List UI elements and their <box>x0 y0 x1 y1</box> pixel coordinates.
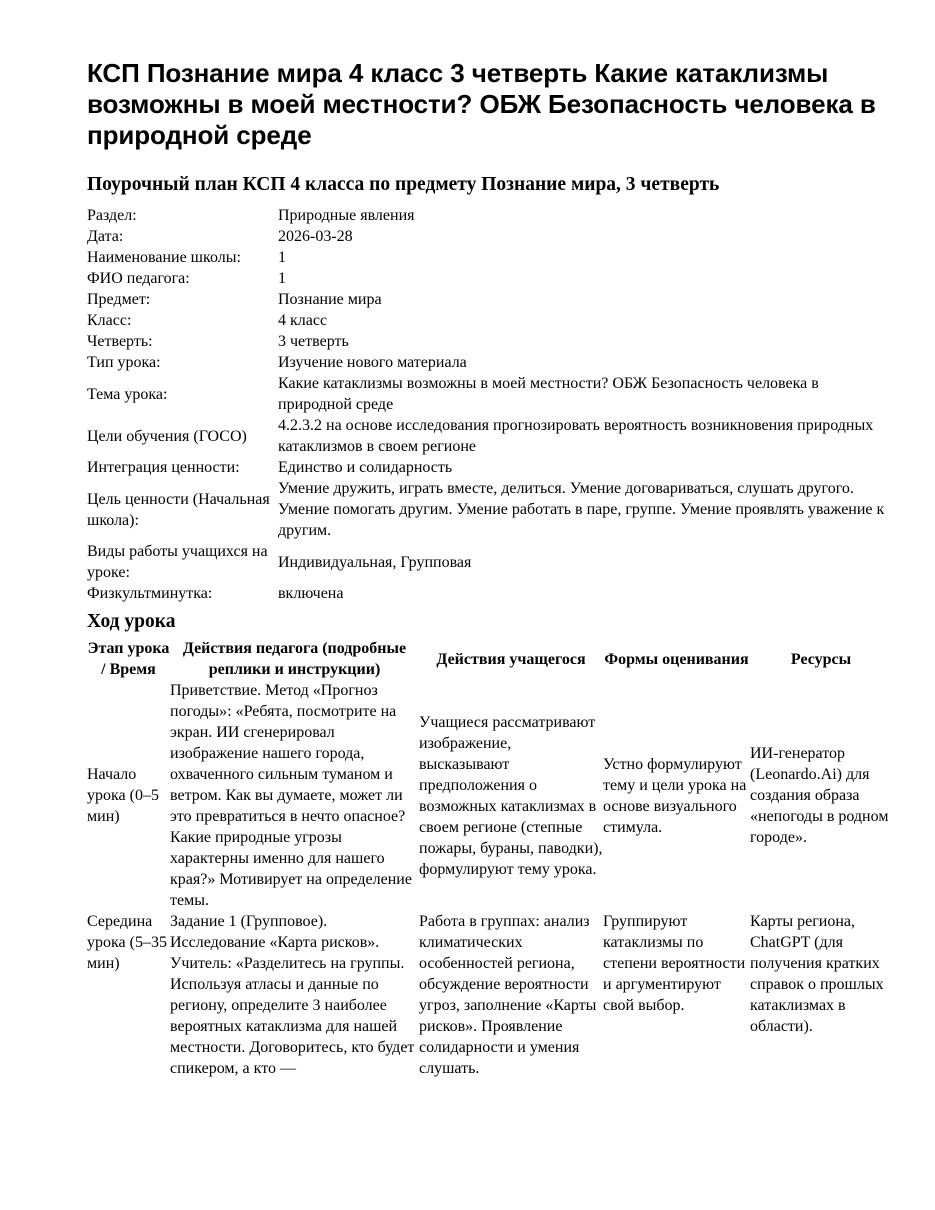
info-row <box>87 310 892 331</box>
info-row <box>87 478 892 541</box>
student-cell: Работа в группах: анализ климатических особенностей региона, обсуждение вероятности угроз, заполнение «Карты рисков». Проявление солидарности и умения слушать. <box>419 913 597 1077</box>
resources-cell: Карты региона, ChatGPT (для получения кратких справок о прошлых катаклизмах в области). <box>750 913 884 1035</box>
info-label: Цель ценности (Начальная школа): <box>87 490 270 529</box>
info-label: Тема урока: <box>87 385 168 403</box>
info-row <box>87 205 892 226</box>
info-value: включена <box>278 585 344 602</box>
plan-row-start <box>87 680 892 911</box>
info-value: 1 <box>278 249 286 266</box>
document-page <box>87 58 892 1079</box>
info-row <box>87 331 892 352</box>
lesson-info-table <box>87 205 892 604</box>
info-label: Тип урока: <box>87 354 161 371</box>
info-value: Какие катаклизмы возможны в моей местности? ОБЖ Безопасность человека в природной среде <box>278 375 819 413</box>
info-row <box>87 583 892 604</box>
header-student-actions: Действия учащегося <box>436 650 586 668</box>
section-heading: Ход урока <box>87 611 176 632</box>
plan-row-middle <box>87 911 892 1079</box>
info-value: Индивидуальная, Групповая <box>278 553 472 571</box>
info-row <box>87 541 892 583</box>
header-assessment: Формы оценивания <box>604 650 749 668</box>
header-resources: Ресурсы <box>790 650 852 668</box>
info-label: ФИО педагога: <box>87 270 190 287</box>
info-value: Единство и солидарность <box>278 459 453 476</box>
assessment-cell: Устно формулируют тему и цели урока на основе визуального стимула. <box>603 755 747 836</box>
info-row <box>87 457 892 478</box>
plan-subtitle: Поурочный план КСП 4 класса по предмету Познание мира, 3 четверть <box>87 174 720 195</box>
info-label: Цели обучения (ГОСО) <box>87 427 247 445</box>
info-value: Природные явления <box>278 207 415 224</box>
info-label: Класс: <box>87 312 132 329</box>
info-row <box>87 289 892 310</box>
info-value: 1 <box>278 270 286 287</box>
student-cell: Учащиеся рассматривают изображение, высказывают предположения о возможных катаклизмах в своем регионе (степные пожары, бураны, паводки), формулируют тему урока. <box>419 713 603 878</box>
info-row <box>87 268 892 289</box>
info-label: Четверть: <box>87 333 153 350</box>
teacher-cell: Задание 1 (Групповое). Исследование «Карта рисков». Учитель: «Разделитесь на группы. Используя атласы и данные по региону, определите 3 наиболее вероятных катаклизма для нашей местности. Договоритесь, кто будет спикером, а кто — <box>170 913 415 1077</box>
document-title: КСП Познание мира 4 класс 3 четверть Какие катаклизмы возможны в моей местности? ОБЖ Безопасность человека в природной среде <box>87 58 876 150</box>
info-row <box>87 373 892 415</box>
info-label: Раздел: <box>87 207 137 224</box>
info-value: 3 четверть <box>278 333 349 350</box>
info-label: Дата: <box>87 228 124 245</box>
info-label: Физкультминутка: <box>87 585 213 602</box>
resources-cell: ИИ-генератор (Leonardo.Ai) для создания образа «непогоды в родном городе». <box>750 745 889 846</box>
plan-header-row <box>87 638 892 680</box>
info-row <box>87 415 892 457</box>
info-row <box>87 247 892 268</box>
info-label: Предмет: <box>87 291 151 308</box>
header-teacher-actions: Действия педагога (подробные реплики и инструкции) <box>182 640 407 678</box>
info-label: Виды работы учащихся на уроке: <box>87 543 268 581</box>
info-value: Изучение нового материала <box>278 354 467 371</box>
assessment-cell: Группируют катаклизмы по степени вероятности и аргументируют свой выбор. <box>603 913 746 1014</box>
info-value: Познание мира <box>278 291 382 308</box>
info-value: Умение дружить, играть вместе, делиться. Умение договариваться, слушать другого. Умение помогать другим. Умение работать в паре, группе. Умение проявлять уважение к другим. <box>278 480 885 539</box>
info-label: Интеграция ценности: <box>87 459 240 476</box>
info-value: 2026-03-28 <box>278 228 353 245</box>
stage-cell: Начало урока (0–5 мин) <box>87 766 159 825</box>
lesson-plan-table <box>87 638 892 1079</box>
info-value: 4 класс <box>278 312 328 329</box>
info-row <box>87 352 892 373</box>
teacher-cell: Приветствие. Метод «Прогноз погоды»: «Ребята, посмотрите на экран. ИИ сгенерировал изображение нашего города, охваченного сильным туманом и ветром. Как вы думаете, может ли это превратиться в нечто опасное? Какие природные угрозы характерны именно для нашего края?» Мотивирует на определение темы. <box>170 682 412 909</box>
stage-cell: Середина урока (5–35 мин) <box>87 913 167 972</box>
header-stage: Этап урока / Время <box>87 640 170 678</box>
info-row <box>87 226 892 247</box>
info-value: 4.2.3.2 на основе исследования прогнозировать вероятность возникновения природных катаклизмов в своем регионе <box>278 417 874 455</box>
info-label: Наименование школы: <box>87 249 241 266</box>
